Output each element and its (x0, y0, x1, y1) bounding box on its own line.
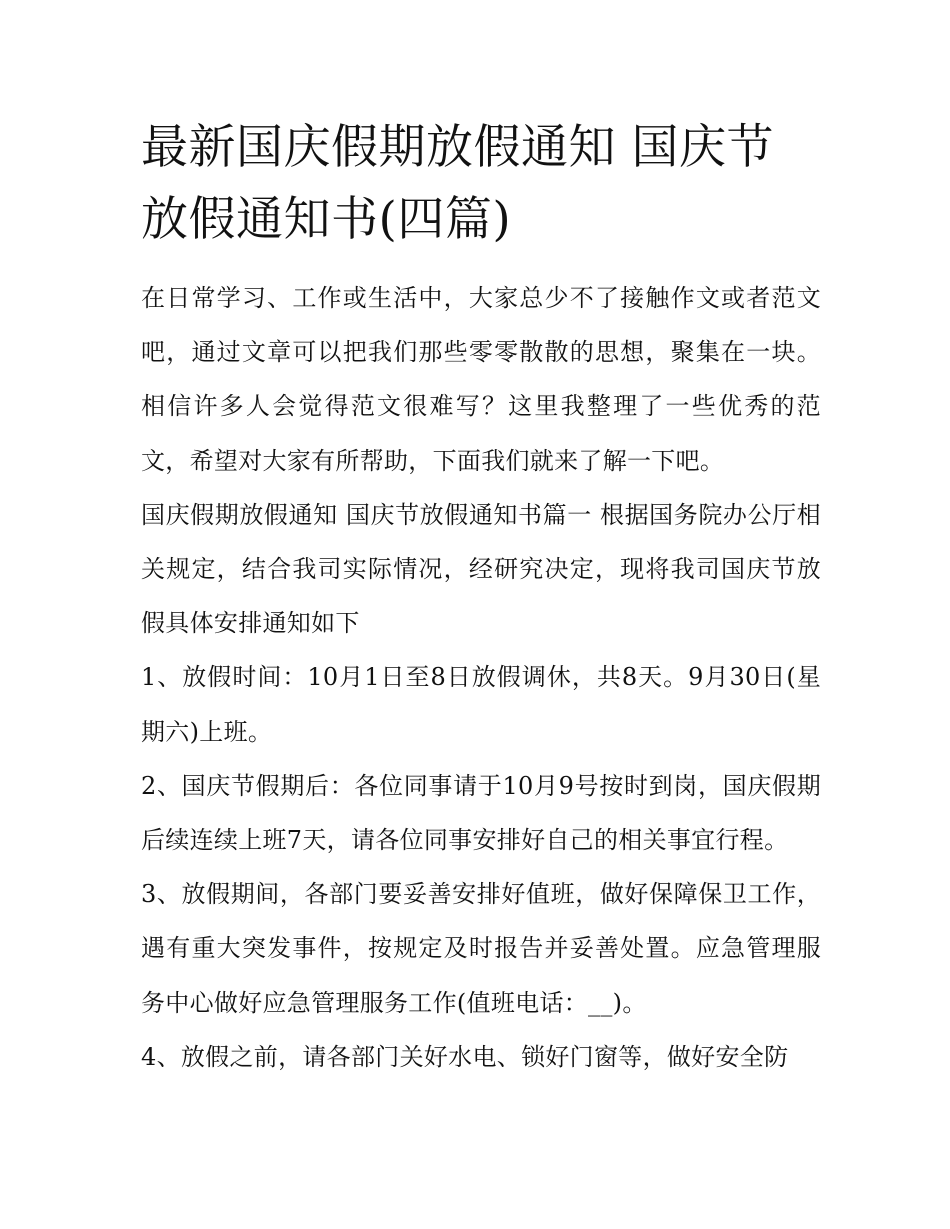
list-item-3: 3、放假期间，各部门要妥善安排好值班，做好保障保卫工作，遇有重大突发事件，按规定及时报告并妥善处置。应急管理服务中心做好应急管理服务工作(值班电话：__)。 (141, 880, 821, 1017)
notice-heading-paragraph: 国庆假期放假通知 国庆节放假通知书篇一 根据国务院办公厅相关规定，结合我司实际情况，经研究决定，现将我司国庆节放假具体安排通知如下 (141, 500, 821, 638)
list-item-2: 2、国庆节假期后：各位同事请于10月9号按时到岗，国庆假期后续连续上班7天，请各位同事安排好自己的相关事宜行程。 (141, 771, 821, 855)
list-item-4: 4、放假之前，请各部门关好水电、锁好门窗等，做好安全防 (141, 1042, 789, 1071)
document-body (141, 271, 821, 1084)
document-page (141, 112, 821, 1084)
document-title: 最新国庆假期放假通知 国庆节放假通知书(四篇) (141, 120, 774, 247)
intro-paragraph: 在日常学习、工作或生活中，大家总少不了接触作文或者范文吧，通过文章可以把我们那些零零散散的思想，聚集在一块。相信许多人会觉得范文很难写？这里我整理了一些优秀的范文，希望对大家有所帮助，下面我们就来了解一下吧。 (141, 284, 821, 475)
list-item-1: 1、放假时间：10月1日至8日放假调休，共8天。9月30日(星期六)上班。 (141, 663, 821, 746)
